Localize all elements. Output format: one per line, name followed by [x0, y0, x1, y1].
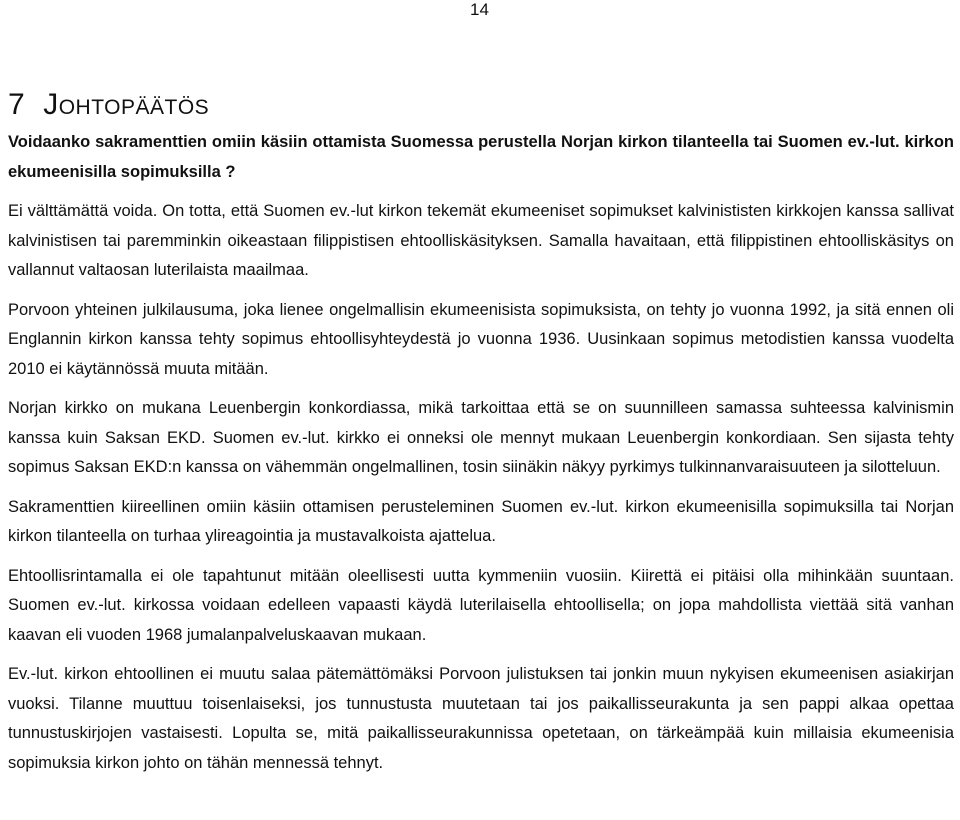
body-text [8, 128, 954, 788]
paragraph: Ev.-lut. kirkon ehtoollinen ei muutu salaa pätemättömäksi Porvoon julistuksen tai jonkin muun nykyisen ekumeenisen asiakirjan vuoksi. Tilanne muuttuu toisenlaiseksi, jos tunnustusta muutetaan tai jos paikallisseurakunta ja sen pappi alkaa opettaa tunnustuskirjojen vastaisesti. Lopulta se, mitä paikallisseurakunnissa opetetaan, on tärkeämpää kuin millaisia ekumeenisia sopimuksia kirkon johto on tähän mennessä tehnyt. [8, 665, 954, 772]
paragraph: Porvoon yhteinen julkilausuma, joka lienee ongelmallisin ekumeenisista sopimuksista, on tehty jo vuonna 1992, ja sitä ennen oli Englannin kirkon kanssa tehty sopimus ehtoollisyhteydestä jo vuonna 1936. Uusinkaan sopimus metodistien kanssa vuodelta 2010 ei käytännössä muuta mitään. [8, 300, 954, 378]
paragraph: Ehtoollisrintamalla ei ole tapahtunut mitään oleellisesti uutta kymmeniin vuosiin. Kiirettä ei pitäisi olla mihinkään suuntaan. Suomen ev.-lut. kirkossa voidaan edelleen vapaasti käydä luterilaisella ehtoollisella; on jopa mahdollista viettää sitä vanhan kaavan eli vuoden 1968 jumalanpalveluskaavan mukaan. [8, 566, 954, 644]
chapter-title: Johtopäätös [43, 88, 210, 122]
paragraph: Ei välttämättä voida. On totta, että Suomen ev.-lut kirkon tekemät ekumeeniset sopimukset kalvinististen kirkkojen kanssa sallivat kalvinistisen tai paremminkin oikeastaan filippistisen ehtoolliskäsityksen. Samalla havaitaan, että filippistinen ehtoolliskäsitys on vallannut valtaosan luterilaista maailmaa. [8, 202, 954, 279]
chapter-heading [8, 86, 209, 124]
paragraph: Sakramenttien kiireellinen omiin käsiin ottamisen perusteleminen Suomen ev.-lut. kirkon ekumeenisilla sopimuksilla tai Norjan kirkon tilanteella on turhaa ylireagointia ja mustavalkoista ajattelua. [8, 497, 954, 545]
chapter-number: 7 [8, 88, 26, 122]
paragraph: Norjan kirkko on mukana Leuenbergin konkordiassa, mikä tarkoittaa että se on suunnilleen samassa suhteessa kalvinismin kanssa kuin Saksan EKD. Suomen ev.-lut. kirkko ei onneksi ole mennyt mukaan Leuenbergin konkordiaan. Sen sijasta tehty sopimus Saksan EKD:n kanssa on vähemmän ongelmallinen, tosin siinäkin näkyy pyrkimys tulkinnanvaraisuuteen ja silotteluun. [8, 399, 954, 476]
research-question: Voidaanko sakramenttien omiin käsiin ottamista Suomessa perustella Norjan kirkon tilanteella tai Suomen ev.-lut. kirkon ekumeenisilla sopimuksilla ? [8, 133, 954, 181]
page-number: 14 [470, 0, 489, 19]
